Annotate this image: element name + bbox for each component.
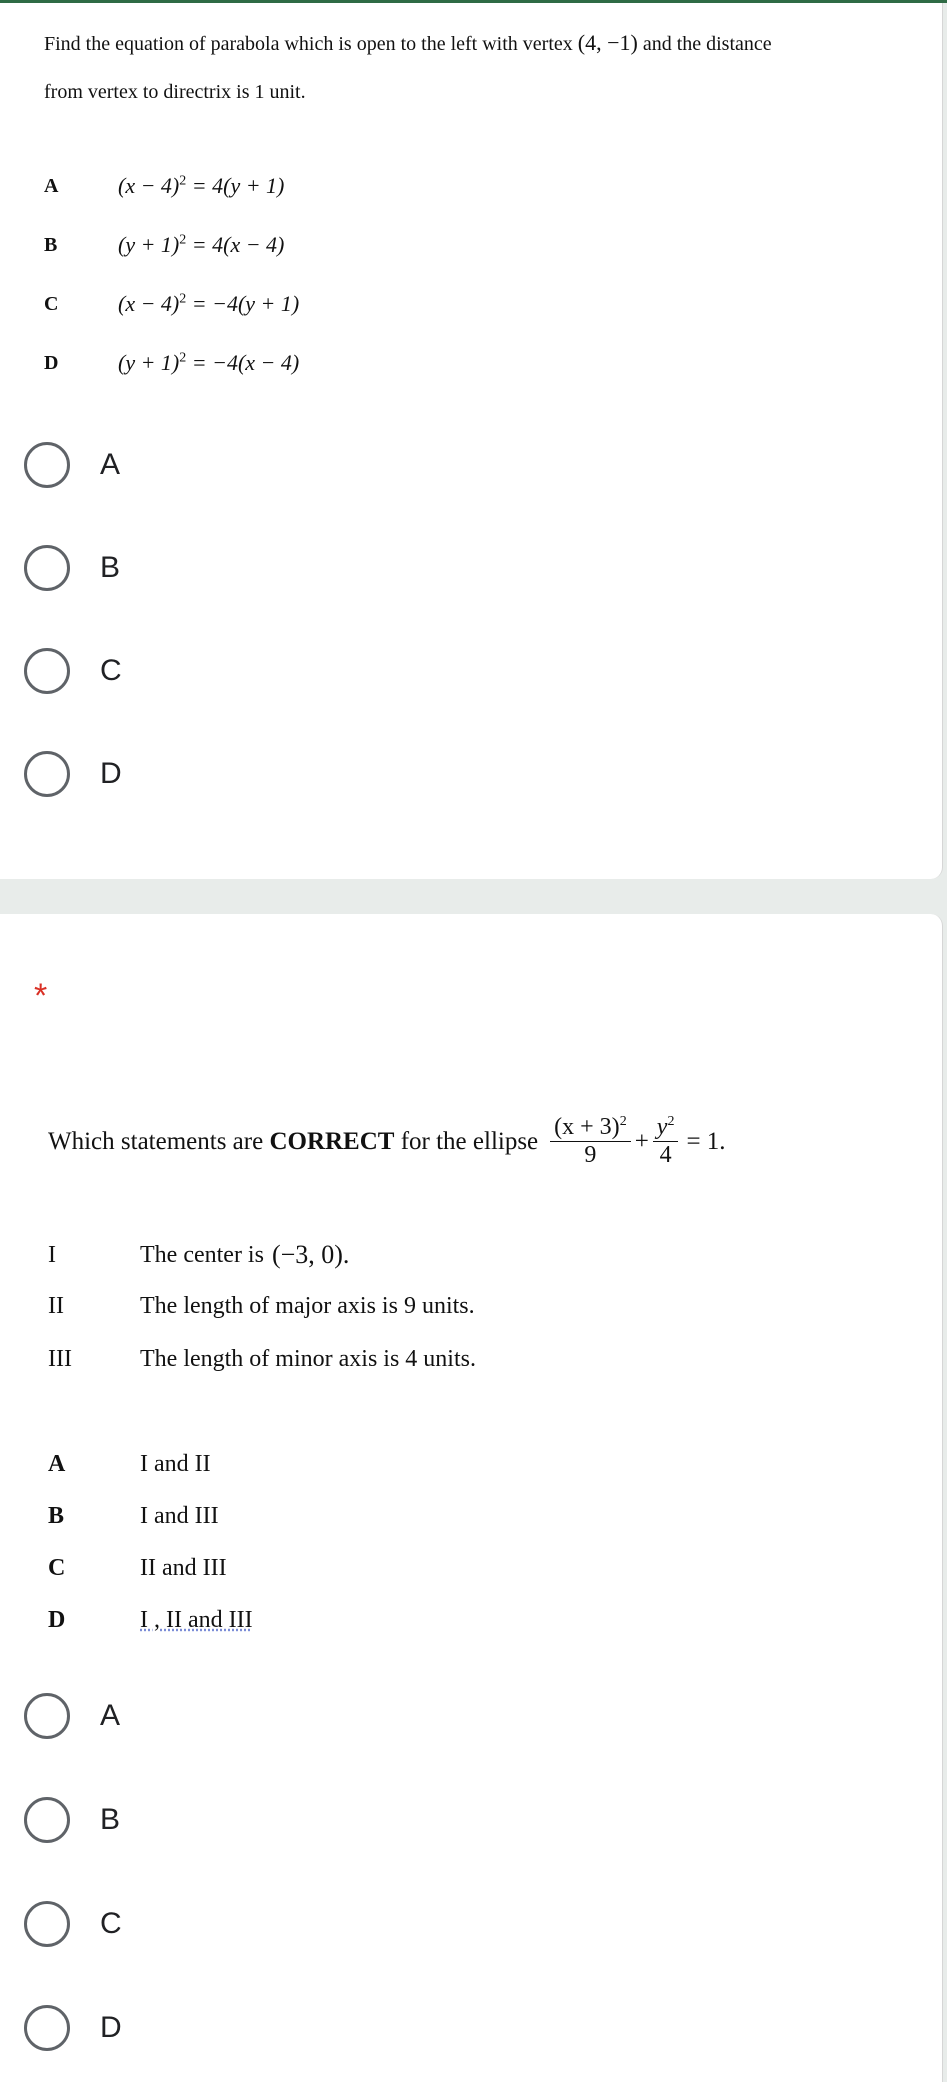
option-letter: B [44, 233, 58, 256]
option-text: I and II [140, 1451, 211, 1477]
fraction-1-numerator: (x + 3) [554, 1114, 620, 1140]
option-text: I , II and III [140, 1607, 253, 1633]
ellipse-fraction-1: $\frac{(x + 3)^2}{9}$ [550, 1114, 631, 1169]
question-2-bold: CORRECT [269, 1127, 395, 1155]
option-text: II and III [140, 1555, 227, 1581]
equation-rhs: = 4(y + 1) [191, 173, 285, 198]
statement-row [48, 1346, 476, 1373]
choice-label: B [100, 1803, 121, 1836]
option-letter: A [48, 1451, 66, 1477]
question-2-option-row [48, 1451, 211, 1478]
question-1-choice-c[interactable] [24, 645, 122, 697]
equation-exponent: 2 [179, 291, 187, 307]
required-asterisk: * [34, 977, 48, 1015]
question-card-2 [0, 914, 943, 2082]
choice-label: A [100, 1699, 121, 1732]
question-1-option-row [44, 173, 284, 199]
choice-label: D [100, 2011, 122, 2044]
statement-text: The length of major axis is 9 units. [140, 1293, 475, 1319]
equals-one: = 1. [686, 1127, 726, 1155]
choice-label: D [100, 757, 122, 790]
choice-label: C [100, 654, 122, 687]
question-2-choice-d[interactable] [24, 2002, 122, 2054]
question-1-option-row [44, 291, 299, 317]
question-1-line1: Find the equation of parabola which is open to the left with vertex [44, 33, 573, 55]
radio-button[interactable] [24, 442, 70, 488]
plus-sign: + [634, 1127, 649, 1155]
fraction-2-numerator: y [656, 1114, 668, 1140]
equation-lhs: (x − 4) [118, 173, 180, 198]
question-1-text [44, 29, 924, 58]
question-1-line1-end: and the distance [642, 33, 772, 55]
choice-label: B [100, 551, 121, 584]
equation-lhs: (y + 1) [118, 350, 180, 375]
radio-button[interactable] [24, 545, 70, 591]
radio-button[interactable] [24, 2005, 70, 2051]
equation-exponent: 2 [179, 173, 187, 189]
question-2-option-row [48, 1607, 253, 1634]
question-1-option-row [44, 232, 284, 258]
question-2-option-row [48, 1503, 219, 1530]
equation-rhs: = −4(y + 1) [191, 291, 300, 316]
question-1-line2: from vertex to directrix is 1 unit. [44, 81, 306, 103]
statement-roman: I [48, 1241, 56, 1268]
question-2-prefix: Which statements are [48, 1127, 270, 1155]
question-2-choice-c[interactable] [24, 1898, 122, 1950]
radio-button[interactable] [24, 648, 70, 694]
statement-roman: II [48, 1293, 64, 1319]
statement-roman: III [48, 1346, 72, 1372]
choice-label: A [100, 448, 121, 481]
question-2-choice-b[interactable] [24, 1794, 120, 1846]
option-equation [118, 173, 284, 199]
question-1-option-row [44, 350, 299, 376]
radio-button[interactable] [24, 1693, 70, 1739]
equation-lhs: (y + 1) [118, 232, 180, 257]
question-1-choice-a[interactable] [24, 439, 120, 491]
equation-exponent: 2 [179, 232, 187, 248]
question-1-choice-b[interactable] [24, 542, 120, 594]
radio-button[interactable] [24, 1797, 70, 1843]
equation-rhs: = 4(x − 4) [191, 232, 285, 257]
question-2-choice-a[interactable] [24, 1690, 120, 1742]
option-equation [118, 350, 299, 376]
option-letter: A [44, 174, 59, 197]
fraction-1-denominator: 9 [584, 1142, 597, 1168]
ellipse-fraction-2: $\frac{y^2}{4}$ [653, 1114, 679, 1169]
statement-text: The length of minor axis is 4 units. [140, 1346, 476, 1372]
option-letter: C [44, 292, 59, 315]
option-letter: D [44, 351, 59, 374]
question-2-text [48, 1114, 726, 1169]
question-card-1 [0, 3, 943, 879]
choice-label: C [100, 1907, 122, 1940]
radio-button[interactable] [24, 751, 70, 797]
equation-exponent: 2 [179, 350, 187, 366]
statement-text: The center is [140, 1241, 264, 1268]
option-letter: D [48, 1607, 66, 1633]
statement-row [48, 1240, 349, 1270]
option-text: I and III [140, 1503, 219, 1529]
statement-row [48, 1293, 475, 1320]
equation-rhs: = −4(x − 4) [191, 350, 300, 375]
radio-button[interactable] [24, 1901, 70, 1947]
question-1-choice-d[interactable] [24, 748, 122, 800]
fraction-2-denominator: 4 [659, 1142, 672, 1168]
question-2-suffix: for the ellipse [394, 1127, 539, 1155]
equation-lhs: (x − 4) [118, 291, 180, 316]
question-1-vertex: (4, −1) [577, 30, 638, 55]
option-equation [118, 291, 299, 317]
option-letter: C [48, 1555, 66, 1581]
option-equation [118, 232, 284, 258]
option-letter: B [48, 1503, 65, 1529]
question-2-option-row [48, 1555, 227, 1582]
statement-math: (−3, 0). [271, 1240, 350, 1269]
